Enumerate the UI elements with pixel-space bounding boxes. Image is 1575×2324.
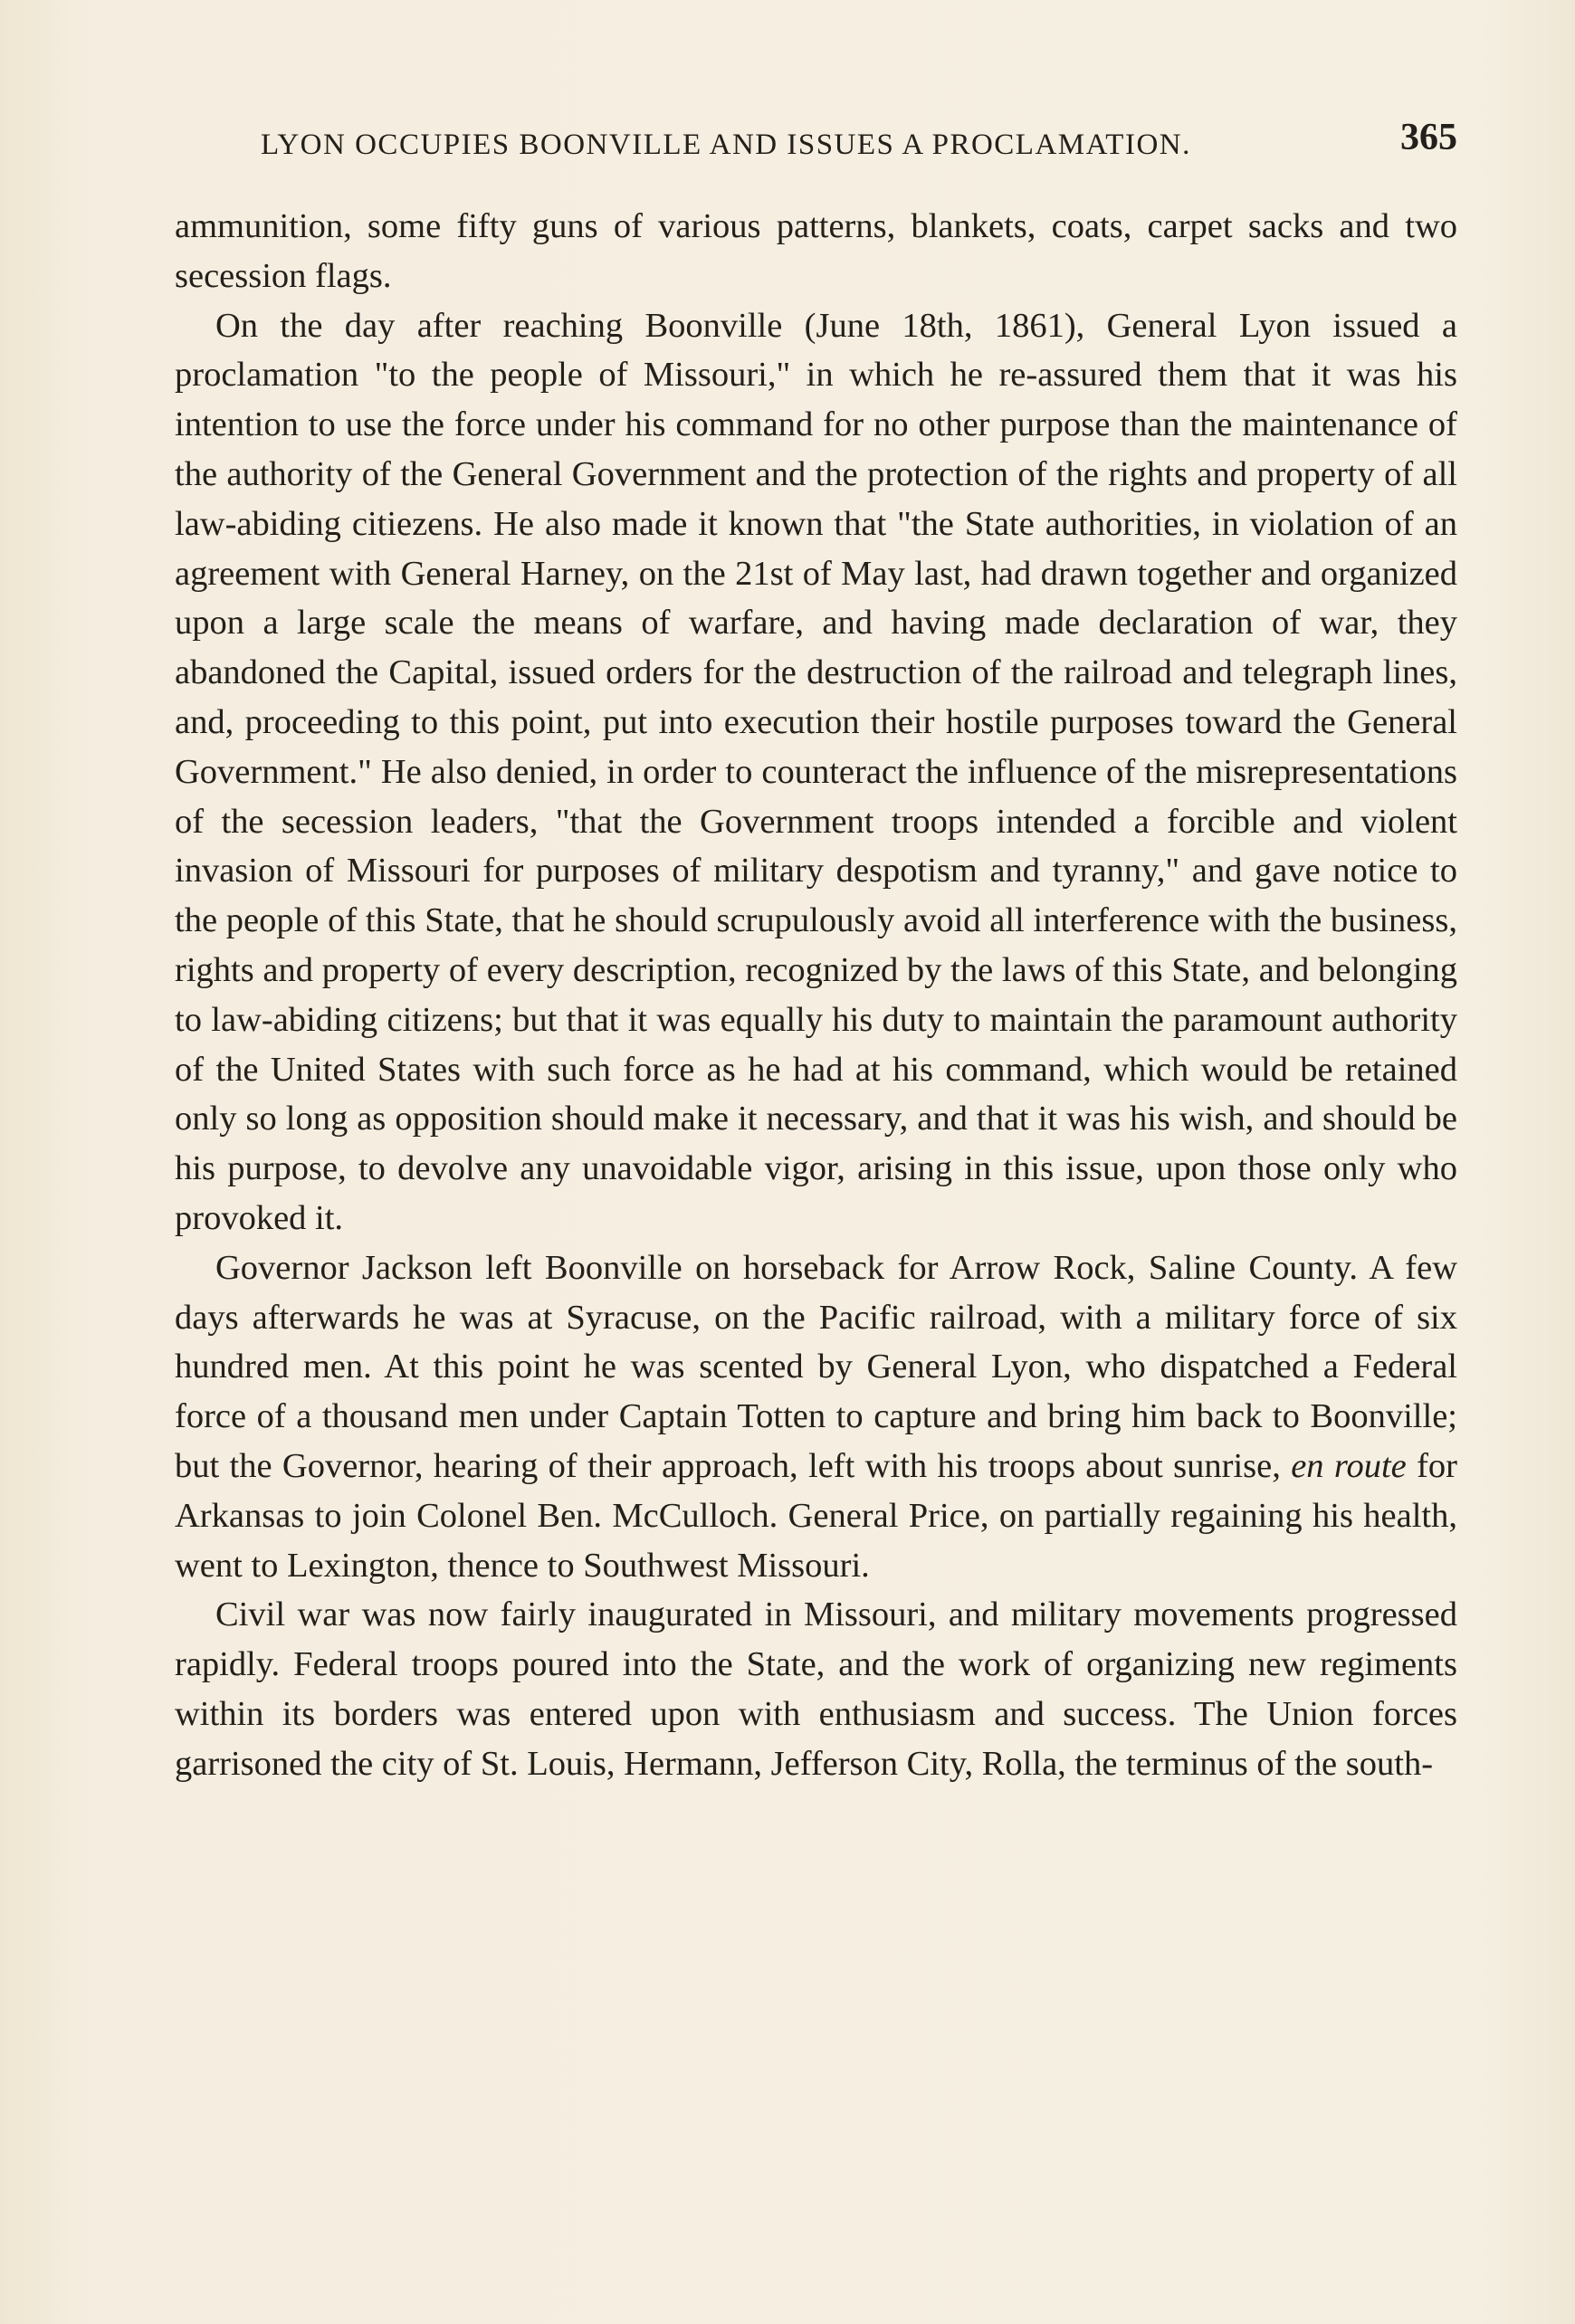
italic-phrase: en route [1291,1446,1407,1485]
paragraph-text: Governor Jackson left Boonville on horseback for Arrow Rock, Saline County. A few days afterwards he was at Syracuse, on the Pacific railroad, with a military force of six hundred men. At this point he was scented by General Lyon, who dispatched a Federal force of a thousand men under Captain Totten to capture and bring him back to Boonville; but the Governor, hearing of their approach, left with his troops about sunrise, [175,1248,1457,1485]
paragraph-proclamation: On the day after reaching Boonville (June 18th, 1861), General Lyon issued a proclamation "to the people of Missouri," in which he re-assured them that it was his intention to use the force under his command for no other purpose than the maintenance of the authority of the General Government and the protection of the rights and property of all law-abiding citiezens. He also made it known that "the State authorities, in violation of an agreement with General Harney, on the 21st of May last, had drawn together and organized upon a large scale the means of warfare, and having made declaration of war, they abandoned the Capital, issued orders for the destruction of the railroad and telegraph lines, and, proceeding to this point, put into execution their hostile purposes toward the General Government." He also denied, in order to counteract the influence of the misrepresentations of the secession leaders, "that the Government troops intended a forcible and violent invasion of Missouri for purposes of military despotism and tyranny," and gave notice to the people of this State, that he should scrupulously avoid all interference with the business, rights and property of every description, recognized by the laws of this State, and belonging to law-abiding citizens; but that it was equally his duty to maintain the paramount authority of the United States with such force as he had at his command, which would be retained only so long as opposition should make it necessary, and that it was his wish, and should be his purpose, to devolve any unavoidable vigor, arising in this issue, upon those only who provoked it. [175,306,1457,1237]
page-number: 365 [1400,117,1457,158]
paragraph-governor-jackson [175,1243,1457,1591]
paragraph-text: for Arkansas to join Colonel Ben. McCulloch. General Price, on partially regaining his health, went to Lexington, thence to Southwest Missouri. [175,1446,1457,1585]
running-header [261,116,1457,170]
paragraph-civil-war: Civil war was now fairly inaugurated in Missouri, and military movements progressed rapidly. Federal troops poured into the State, and the work of organizing new regiments within its borders was entered upon with enthusiasm and success. The Union forces garrisoned the city of St. Louis, Hermann, Jefferson City, Rolla, the terminus of the south- [175,1595,1457,1783]
body-text [175,202,1457,1789]
running-title: LYON OCCUPIES BOONVILLE AND ISSUES A PROCLAMATION. [261,129,1191,161]
paragraph-continuation: ammunition, some fifty guns of various patterns, blankets, coats, carpet sacks and two secession flags. [175,207,1457,295]
